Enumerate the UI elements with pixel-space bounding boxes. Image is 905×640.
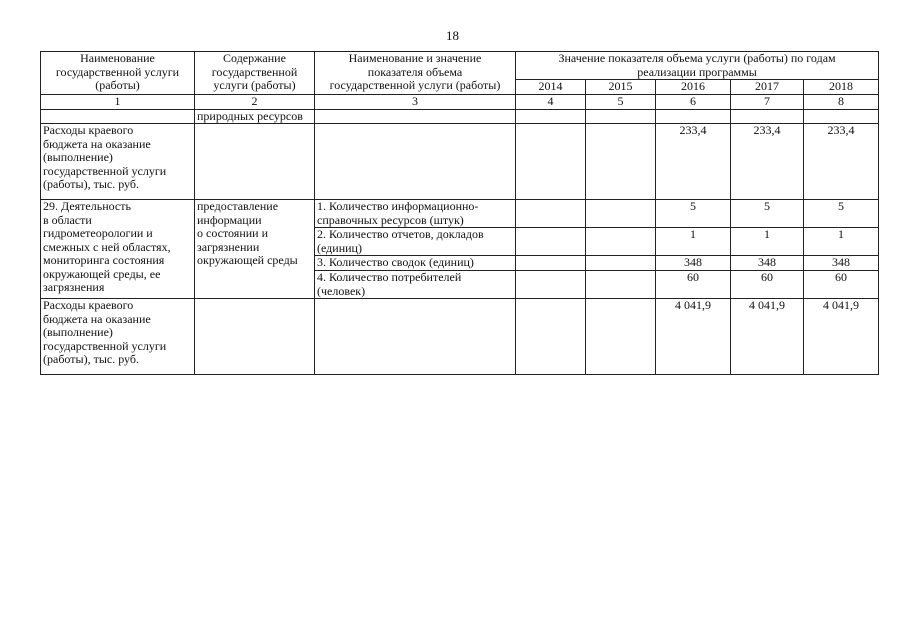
- header-year-2015: 2015: [586, 80, 656, 95]
- continuation-row: [41, 109, 879, 124]
- indicator-label: 1. Количество информационно- справочных ресурсов (штук): [315, 200, 516, 228]
- indicator-label: 3. Количество сводок (единиц): [315, 256, 516, 271]
- column-number: 7: [731, 94, 804, 109]
- column-number: 2: [195, 94, 315, 109]
- indicator-2018: 1: [804, 228, 879, 256]
- page-number: 18: [446, 28, 459, 43]
- indicator-2017: 60: [731, 271, 804, 299]
- column-numbers-row: [41, 94, 879, 109]
- header-year-2018: 2018: [804, 80, 879, 95]
- expense-2016: 233,4: [656, 124, 731, 200]
- header-indicator: Наименование и значение показателя объема государственной услуги (работы): [315, 52, 516, 95]
- expense-2017: 4 041,9: [731, 299, 804, 375]
- header-service-name: Наименование государственной услуги (работы): [41, 52, 195, 95]
- indicator-2016: 1: [656, 228, 731, 256]
- indicator-2016: 5: [656, 200, 731, 228]
- indicator-label: 4. Количество потребителей (человек): [315, 271, 516, 299]
- indicator-2018: 60: [804, 271, 879, 299]
- service-content: предоставление информации о состоянии и загрязнении окружающей среды: [195, 200, 315, 299]
- column-number: 4: [516, 94, 586, 109]
- header-row: [41, 52, 879, 80]
- expense-row: [41, 124, 879, 200]
- expense-row: [41, 299, 879, 375]
- column-number: 1: [41, 94, 195, 109]
- continuation-content: природных ресурсов: [195, 109, 315, 124]
- header-year-2014: 2014: [516, 80, 586, 95]
- column-number: 3: [315, 94, 516, 109]
- header-service-content: Содержание государственной услуги (работы): [195, 52, 315, 95]
- expense-2018: 4 041,9: [804, 299, 879, 375]
- indicator-2018: 5: [804, 200, 879, 228]
- header-years-group: Значение показателя объема услуги (работы) по годам реализации программы: [516, 52, 879, 80]
- expense-2018: 233,4: [804, 124, 879, 200]
- expense-2016: 4 041,9: [656, 299, 731, 375]
- services-table: [40, 51, 879, 375]
- expense-2017: 233,4: [731, 124, 804, 200]
- expense-label: Расходы краевого бюджета на оказание (выполнение) государственной услуги (работы), тыс. руб.: [41, 299, 195, 375]
- indicator-2016: 348: [656, 256, 731, 271]
- indicator-label: 2. Количество отчетов, докладов (единиц): [315, 228, 516, 256]
- header-year-2016: 2016: [656, 80, 731, 95]
- header-year-2017: 2017: [731, 80, 804, 95]
- indicator-2016: 60: [656, 271, 731, 299]
- column-number: 8: [804, 94, 879, 109]
- expense-label: Расходы краевого бюджета на оказание (выполнение) государственной услуги (работы), тыс. руб.: [41, 124, 195, 200]
- indicator-row: [41, 200, 879, 228]
- column-number: 5: [586, 94, 656, 109]
- indicator-2017: 5: [731, 200, 804, 228]
- column-number: 6: [656, 94, 731, 109]
- indicator-2018: 348: [804, 256, 879, 271]
- indicator-2017: 348: [731, 256, 804, 271]
- service-name: 29. Деятельность в области гидрометеорологии и смежных с ней областях, мониторинга состояния окружающей среды, ее загрязнения: [41, 200, 195, 299]
- indicator-2017: 1: [731, 228, 804, 256]
